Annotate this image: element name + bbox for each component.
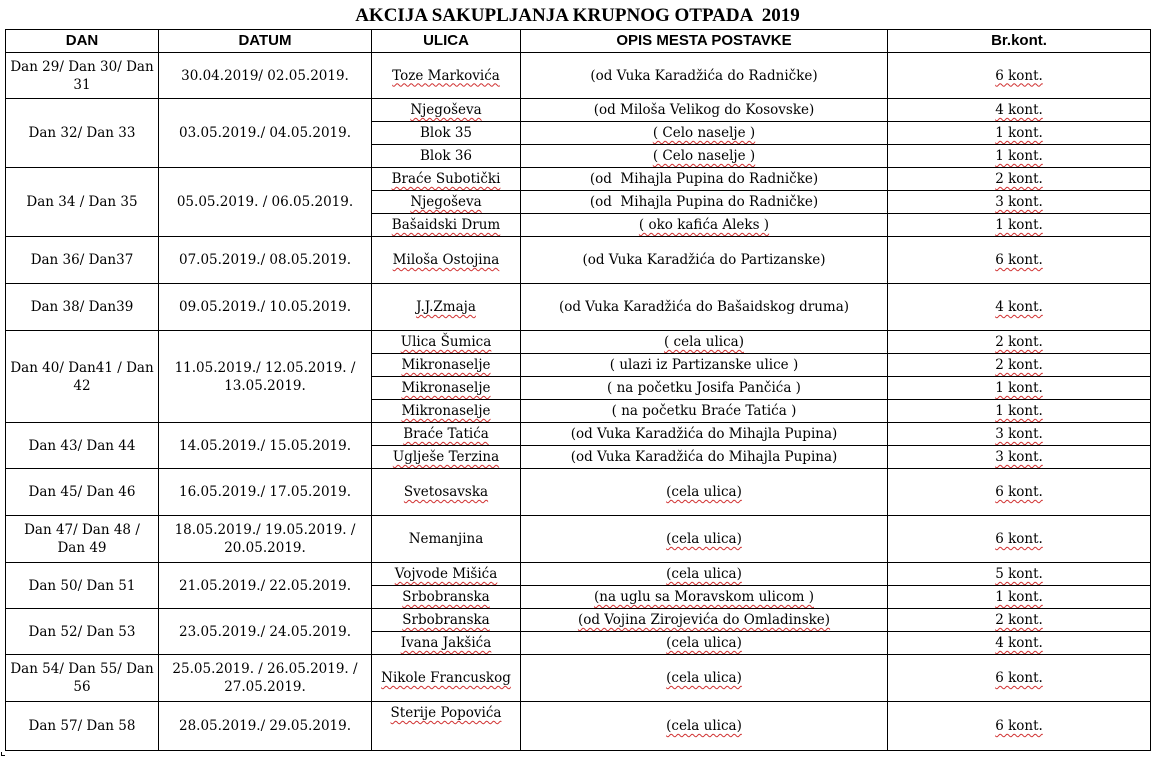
table-row bbox=[6, 609, 1151, 632]
br-kont-cell: 1 kont. bbox=[888, 214, 1151, 237]
datum-cell: 28.05.2019./ 29.05.2019. bbox=[159, 702, 372, 751]
opis-cell: (cela ulica) bbox=[521, 655, 888, 702]
datum-cell: 23.05.2019./ 24.05.2019. bbox=[159, 609, 372, 655]
opis-cell: (od Mihajla Pupina do Radničke) bbox=[521, 191, 888, 214]
header-datum: DATUM bbox=[159, 30, 372, 53]
br-kont-cell: 3 kont. bbox=[888, 423, 1151, 446]
br-kont-cell: 6 kont. bbox=[888, 469, 1151, 516]
ulica-cell: Braće Tatića bbox=[372, 423, 521, 446]
opis-cell: (od Vuka Karadžića do Mihajla Pupina) bbox=[521, 423, 888, 446]
br-kont-cell: 6 kont. bbox=[888, 237, 1151, 284]
datum-cell: 11.05.2019./ 12.05.2019. / 13.05.2019. bbox=[159, 331, 372, 423]
br-kont-cell: 1 kont. bbox=[888, 145, 1151, 168]
opis-cell: ( oko kafića Aleks ) bbox=[521, 214, 888, 237]
ulica-cell: Braće Subotički bbox=[372, 168, 521, 191]
opis-cell: ( na početku Josifa Pančića ) bbox=[521, 377, 888, 400]
ulica-cell: Mikronaselje bbox=[372, 354, 521, 377]
br-kont-cell: 3 kont. bbox=[888, 446, 1151, 469]
dan-cell: Dan 43/ Dan 44 bbox=[6, 423, 159, 469]
table-row bbox=[6, 237, 1151, 284]
br-kont-cell: 2 kont. bbox=[888, 331, 1151, 354]
ulica-cell: Blok 36 bbox=[372, 145, 521, 168]
opis-cell: (od Vuka Karadžića do Mihajla Pupina) bbox=[521, 446, 888, 469]
header-ulica: ULICA bbox=[372, 30, 521, 53]
ulica-cell: J.J.Zmaja bbox=[372, 284, 521, 331]
opis-cell: (od Miloša Velikog do Kosovske) bbox=[521, 99, 888, 122]
br-kont-cell: 1 kont. bbox=[888, 122, 1151, 145]
table-row bbox=[6, 99, 1151, 122]
ulica-cell: Vojvode Mišića bbox=[372, 563, 521, 586]
dan-cell: Dan 36/ Dan37 bbox=[6, 237, 159, 284]
ulica-cell: Srbobranska bbox=[372, 586, 521, 609]
br-kont-cell: 4 kont. bbox=[888, 284, 1151, 331]
table-row bbox=[6, 516, 1151, 563]
table-row bbox=[6, 563, 1151, 586]
opis-cell: (od Vuka Karadžića do Partizanske) bbox=[521, 237, 888, 284]
br-kont-cell: 2 kont. bbox=[888, 168, 1151, 191]
opis-cell: ( cela ulica) bbox=[521, 331, 888, 354]
opis-cell: ( Celo naselje ) bbox=[521, 145, 888, 168]
table-row bbox=[6, 168, 1151, 191]
table-row bbox=[6, 331, 1151, 354]
header-opis: OPIS MESTA POSTAVKE bbox=[521, 30, 888, 53]
ulica-cell: Miloša Ostojina bbox=[372, 237, 521, 284]
datum-cell: 05.05.2019. / 06.05.2019. bbox=[159, 168, 372, 237]
dan-cell: Dan 34 / Dan 35 bbox=[6, 168, 159, 237]
dan-cell: Dan 32/ Dan 33 bbox=[6, 99, 159, 168]
ulica-cell: Ivana Jakšića bbox=[372, 632, 521, 655]
br-kont-cell: 6 kont. bbox=[888, 655, 1151, 702]
dan-cell: Dan 40/ Dan41 / Dan 42 bbox=[6, 331, 159, 423]
br-kont-cell: 1 kont. bbox=[888, 377, 1151, 400]
ulica-cell: Sterije Popovića bbox=[372, 702, 521, 751]
opis-cell: (cela ulica) bbox=[521, 516, 888, 563]
page-title: AKCIJA SAKUPLJANJA KRUPNOG OTPADA 2019 bbox=[355, 5, 800, 26]
table-row bbox=[6, 423, 1151, 446]
datum-cell: 07.05.2019./ 08.05.2019. bbox=[159, 237, 372, 284]
opis-cell: (od Vojina Zirojevića do Omladinske) bbox=[521, 609, 888, 632]
ulica-cell: Svetosavska bbox=[372, 469, 521, 516]
opis-cell: (cela ulica) bbox=[521, 563, 888, 586]
ulica-cell: Toze Markovića bbox=[372, 53, 521, 99]
opis-cell: (od Vuka Karadžića do Radničke) bbox=[521, 53, 888, 99]
ulica-cell: Ulica Šumica bbox=[372, 331, 521, 354]
dan-cell: Dan 50/ Dan 51 bbox=[6, 563, 159, 609]
datum-cell: 14.05.2019./ 15.05.2019. bbox=[159, 423, 372, 469]
opis-cell: ( ulazi iz Partizanske ulice ) bbox=[521, 354, 888, 377]
ulica-cell: Njegoševa bbox=[372, 191, 521, 214]
opis-cell: (cela ulica) bbox=[521, 702, 888, 751]
header-dan: DAN bbox=[6, 30, 159, 53]
ulica-cell: Uglješe Terzina bbox=[372, 446, 521, 469]
br-kont-cell: 5 kont. bbox=[888, 563, 1151, 586]
dan-cell: Dan 29/ Dan 30/ Dan 31 bbox=[6, 53, 159, 99]
datum-cell: 09.05.2019./ 10.05.2019. bbox=[159, 284, 372, 331]
datum-cell: 30.04.2019/ 02.05.2019. bbox=[159, 53, 372, 99]
opis-cell: (cela ulica) bbox=[521, 469, 888, 516]
ulica-cell: Srbobranska bbox=[372, 609, 521, 632]
dan-cell: Dan 57/ Dan 58 bbox=[6, 702, 159, 751]
table-row bbox=[6, 284, 1151, 331]
br-kont-cell: 6 kont. bbox=[888, 53, 1151, 99]
schedule-table bbox=[5, 29, 1151, 751]
dan-cell: Dan 45/ Dan 46 bbox=[6, 469, 159, 516]
dan-cell: Dan 52/ Dan 53 bbox=[6, 609, 159, 655]
header-row bbox=[6, 30, 1151, 53]
datum-cell: 03.05.2019./ 04.05.2019. bbox=[159, 99, 372, 168]
datum-cell: 21.05.2019./ 22.05.2019. bbox=[159, 563, 372, 609]
opis-cell: (od Mihajla Pupina do Radničke) bbox=[521, 168, 888, 191]
table-row bbox=[6, 469, 1151, 516]
table-row bbox=[6, 53, 1151, 99]
br-kont-cell: 4 kont. bbox=[888, 99, 1151, 122]
datum-cell: 18.05.2019./ 19.05.2019. / 20.05.2019. bbox=[159, 516, 372, 563]
ulica-cell: Blok 35 bbox=[372, 122, 521, 145]
ulica-cell: Nikole Francuskog bbox=[372, 655, 521, 702]
table-row bbox=[6, 702, 1151, 751]
br-kont-cell: 6 kont. bbox=[888, 516, 1151, 563]
page-corner-mark bbox=[1, 752, 5, 756]
opis-cell: (na uglu sa Moravskom ulicom ) bbox=[521, 586, 888, 609]
table-row bbox=[6, 655, 1151, 702]
header-br-kont: Br.kont. bbox=[888, 30, 1151, 53]
datum-cell: 25.05.2019. / 26.05.2019. / 27.05.2019. bbox=[159, 655, 372, 702]
br-kont-cell: 2 kont. bbox=[888, 354, 1151, 377]
ulica-cell: Mikronaselje bbox=[372, 400, 521, 423]
br-kont-cell: 4 kont. bbox=[888, 632, 1151, 655]
br-kont-cell: 2 kont. bbox=[888, 609, 1151, 632]
br-kont-cell: 1 kont. bbox=[888, 586, 1151, 609]
ulica-cell: Nemanjina bbox=[372, 516, 521, 563]
dan-cell: Dan 47/ Dan 48 / Dan 49 bbox=[6, 516, 159, 563]
br-kont-cell: 6 kont. bbox=[888, 702, 1151, 751]
ulica-cell: Bašaidski Drum bbox=[372, 214, 521, 237]
dan-cell: Dan 54/ Dan 55/ Dan 56 bbox=[6, 655, 159, 702]
dan-cell: Dan 38/ Dan39 bbox=[6, 284, 159, 331]
datum-cell: 16.05.2019./ 17.05.2019. bbox=[159, 469, 372, 516]
br-kont-cell: 1 kont. bbox=[888, 400, 1151, 423]
ulica-cell: Mikronaselje bbox=[372, 377, 521, 400]
opis-cell: (cela ulica) bbox=[521, 632, 888, 655]
opis-cell: ( na početku Braće Tatića ) bbox=[521, 400, 888, 423]
opis-cell: ( Celo naselje ) bbox=[521, 122, 888, 145]
opis-cell: (od Vuka Karadžića do Bašaidskog druma) bbox=[521, 284, 888, 331]
ulica-cell: Njegoševa bbox=[372, 99, 521, 122]
br-kont-cell: 3 kont. bbox=[888, 191, 1151, 214]
